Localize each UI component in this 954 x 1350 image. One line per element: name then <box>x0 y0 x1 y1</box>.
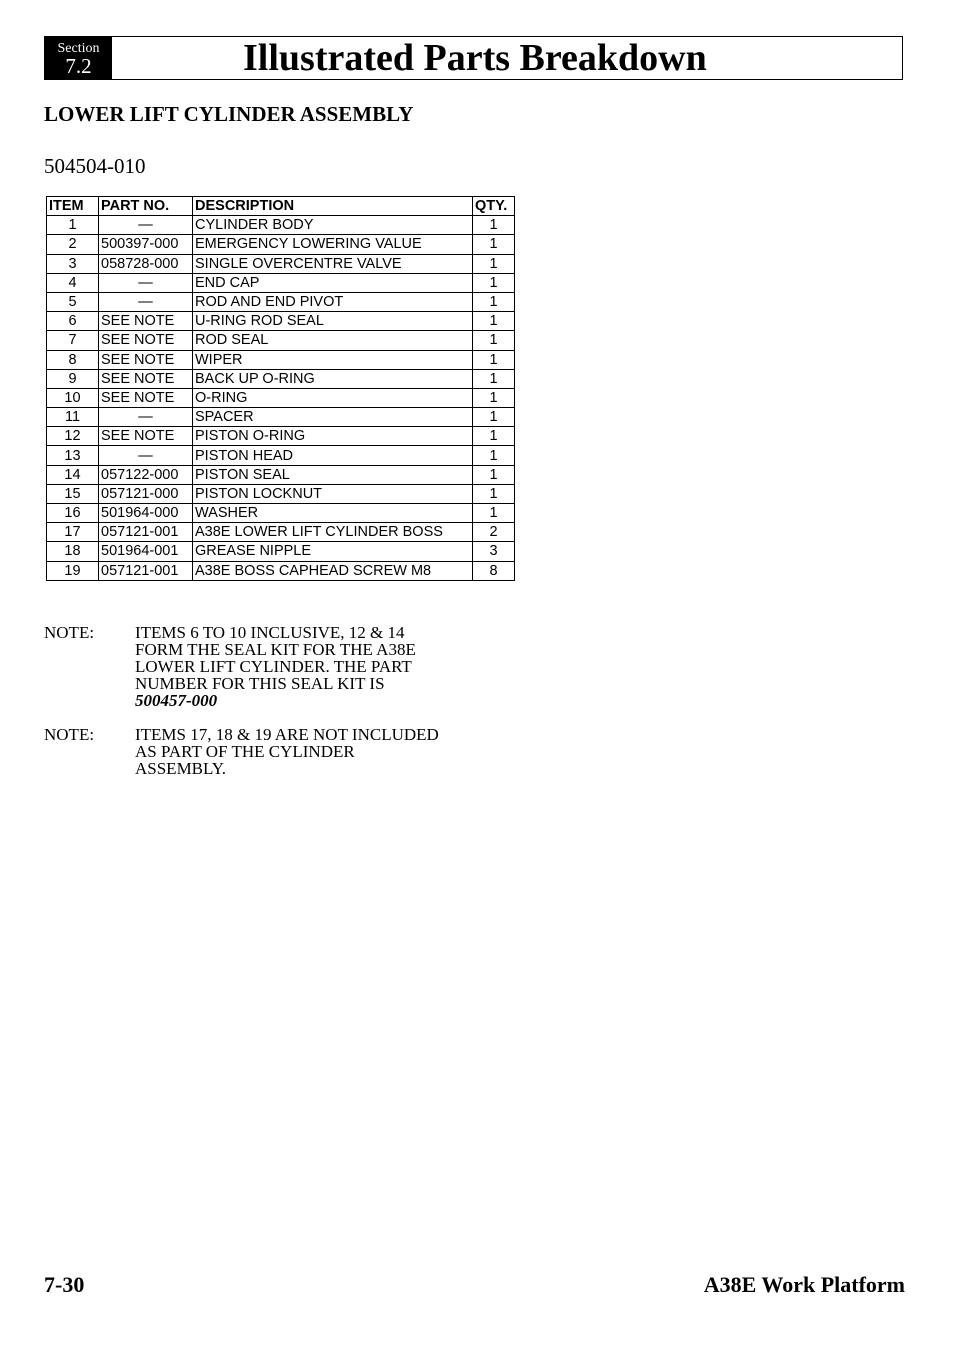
table-row <box>47 254 515 273</box>
cell-part-no: SEE NOTE <box>99 350 193 369</box>
cell-qty: 2 <box>473 523 515 542</box>
cell-part-no: SEE NOTE <box>99 369 193 388</box>
cell-description: WIPER <box>193 350 473 369</box>
note-line: ITEMS 6 TO 10 INCLUSIVE, 12 & 14 <box>135 623 405 642</box>
cell-description: EMERGENCY LOWERING VALUE <box>193 235 473 254</box>
cell-qty: 1 <box>473 427 515 446</box>
cell-item: 14 <box>47 465 99 484</box>
cell-qty: 1 <box>473 350 515 369</box>
note-line: NUMBER FOR THIS SEAL KIT IS <box>135 674 385 693</box>
cell-item: 11 <box>47 408 99 427</box>
note-text <box>135 726 484 777</box>
section-badge <box>45 37 112 80</box>
cell-description: SPACER <box>193 408 473 427</box>
table-row <box>47 561 515 580</box>
note-seal-kit <box>44 624 484 709</box>
notes-section <box>44 624 484 794</box>
cell-part-no: — <box>99 216 193 235</box>
cell-description: PISTON SEAL <box>193 465 473 484</box>
table-row <box>47 273 515 292</box>
note-line: FORM THE SEAL KIT FOR THE A38E <box>135 640 416 659</box>
page-number: 7-30 <box>44 1272 85 1297</box>
table-row <box>47 312 515 331</box>
parts-table <box>46 196 515 581</box>
table-row <box>47 408 515 427</box>
cell-item: 4 <box>47 273 99 292</box>
table-row <box>47 350 515 369</box>
note-line: ASSEMBLY. <box>135 759 227 778</box>
cell-description: U-RING ROD SEAL <box>193 312 473 331</box>
table-row <box>47 235 515 254</box>
cell-item: 7 <box>47 331 99 350</box>
cell-item: 8 <box>47 350 99 369</box>
cell-item: 16 <box>47 504 99 523</box>
cell-item: 12 <box>47 427 99 446</box>
cell-qty: 1 <box>473 369 515 388</box>
note-text <box>135 624 484 709</box>
note-line: ITEMS 17, 18 & 19 ARE NOT INCLUDED <box>135 725 439 744</box>
cell-item: 17 <box>47 523 99 542</box>
cell-description: GREASE NIPPLE <box>193 542 473 561</box>
cell-description: CYLINDER BODY <box>193 216 473 235</box>
table-header-row <box>47 197 515 216</box>
cell-item: 1 <box>47 216 99 235</box>
table-row <box>47 446 515 465</box>
cell-part-no: — <box>99 292 193 311</box>
cell-description: PISTON LOCKNUT <box>193 484 473 503</box>
cell-qty: 1 <box>473 292 515 311</box>
note-not-included <box>44 726 484 777</box>
table-row <box>47 504 515 523</box>
cell-description: ROD SEAL <box>193 331 473 350</box>
table-row <box>47 465 515 484</box>
table-row <box>47 523 515 542</box>
cell-item: 13 <box>47 446 99 465</box>
product-name: A38E Work Platform <box>703 1272 905 1297</box>
cell-qty: 1 <box>473 484 515 503</box>
cell-item: 19 <box>47 561 99 580</box>
table-row <box>47 427 515 446</box>
assembly-title: LOWER LIFT CYLINDER ASSEMBLY <box>44 102 414 126</box>
cell-item: 10 <box>47 388 99 407</box>
cell-description: A38E LOWER LIFT CYLINDER BOSS <box>193 523 473 542</box>
note-label: NOTE: <box>44 725 95 744</box>
cell-description: PISTON HEAD <box>193 446 473 465</box>
cell-part-no: 500397-000 <box>99 235 193 254</box>
cell-description: END CAP <box>193 273 473 292</box>
cell-description: PISTON O-RING <box>193 427 473 446</box>
cell-part-no: SEE NOTE <box>99 312 193 331</box>
cell-part-no: — <box>99 446 193 465</box>
parts-table-body <box>47 216 515 581</box>
table-row <box>47 369 515 388</box>
table-row <box>47 542 515 561</box>
page-title: Illustrated Parts Breakdown <box>243 37 707 79</box>
table-row <box>47 484 515 503</box>
cell-part-no: SEE NOTE <box>99 331 193 350</box>
table-row <box>47 388 515 407</box>
cell-description: O-RING <box>193 388 473 407</box>
table-row <box>47 292 515 311</box>
cell-qty: 3 <box>473 542 515 561</box>
cell-part-no: 058728-000 <box>99 254 193 273</box>
column-header-qty: QTY. <box>473 197 515 216</box>
column-header-part-no: PART NO. <box>99 197 193 216</box>
cell-qty: 1 <box>473 273 515 292</box>
cell-part-no: — <box>99 273 193 292</box>
cell-qty: 8 <box>473 561 515 580</box>
assembly-number: 504504-010 <box>44 154 146 178</box>
section-number: 7.2 <box>65 54 92 78</box>
cell-part-no: SEE NOTE <box>99 388 193 407</box>
cell-part-no: — <box>99 408 193 427</box>
table-row <box>47 331 515 350</box>
cell-qty: 1 <box>473 388 515 407</box>
column-header-item: ITEM <box>47 197 99 216</box>
cell-part-no: SEE NOTE <box>99 427 193 446</box>
page-header <box>44 36 903 80</box>
seal-kit-part-number: 500457-000 <box>135 691 218 710</box>
cell-item: 6 <box>47 312 99 331</box>
cell-description: ROD AND END PIVOT <box>193 292 473 311</box>
section-label: Section <box>57 41 100 56</box>
cell-item: 5 <box>47 292 99 311</box>
cell-item: 15 <box>47 484 99 503</box>
cell-qty: 1 <box>473 216 515 235</box>
cell-part-no: 501964-000 <box>99 504 193 523</box>
cell-description: SINGLE OVERCENTRE VALVE <box>193 254 473 273</box>
note-label: NOTE: <box>44 623 95 642</box>
cell-part-no: 057121-001 <box>99 561 193 580</box>
cell-qty: 1 <box>473 504 515 523</box>
cell-qty: 1 <box>473 331 515 350</box>
table-row <box>47 216 515 235</box>
column-header-description: DESCRIPTION <box>193 197 473 216</box>
cell-part-no: 057121-000 <box>99 484 193 503</box>
cell-qty: 1 <box>473 446 515 465</box>
cell-part-no: 501964-001 <box>99 542 193 561</box>
cell-description: A38E BOSS CAPHEAD SCREW M8 <box>193 561 473 580</box>
cell-item: 3 <box>47 254 99 273</box>
cell-qty: 1 <box>473 312 515 331</box>
cell-qty: 1 <box>473 235 515 254</box>
cell-qty: 1 <box>473 254 515 273</box>
cell-part-no: 057122-000 <box>99 465 193 484</box>
cell-part-no: 057121-001 <box>99 523 193 542</box>
cell-qty: 1 <box>473 465 515 484</box>
note-line: AS PART OF THE CYLINDER <box>135 742 355 761</box>
cell-qty: 1 <box>473 408 515 427</box>
cell-item: 9 <box>47 369 99 388</box>
cell-item: 18 <box>47 542 99 561</box>
note-line: LOWER LIFT CYLINDER. THE PART <box>135 657 412 676</box>
cell-item: 2 <box>47 235 99 254</box>
cell-description: BACK UP O-RING <box>193 369 473 388</box>
cell-description: WASHER <box>193 504 473 523</box>
